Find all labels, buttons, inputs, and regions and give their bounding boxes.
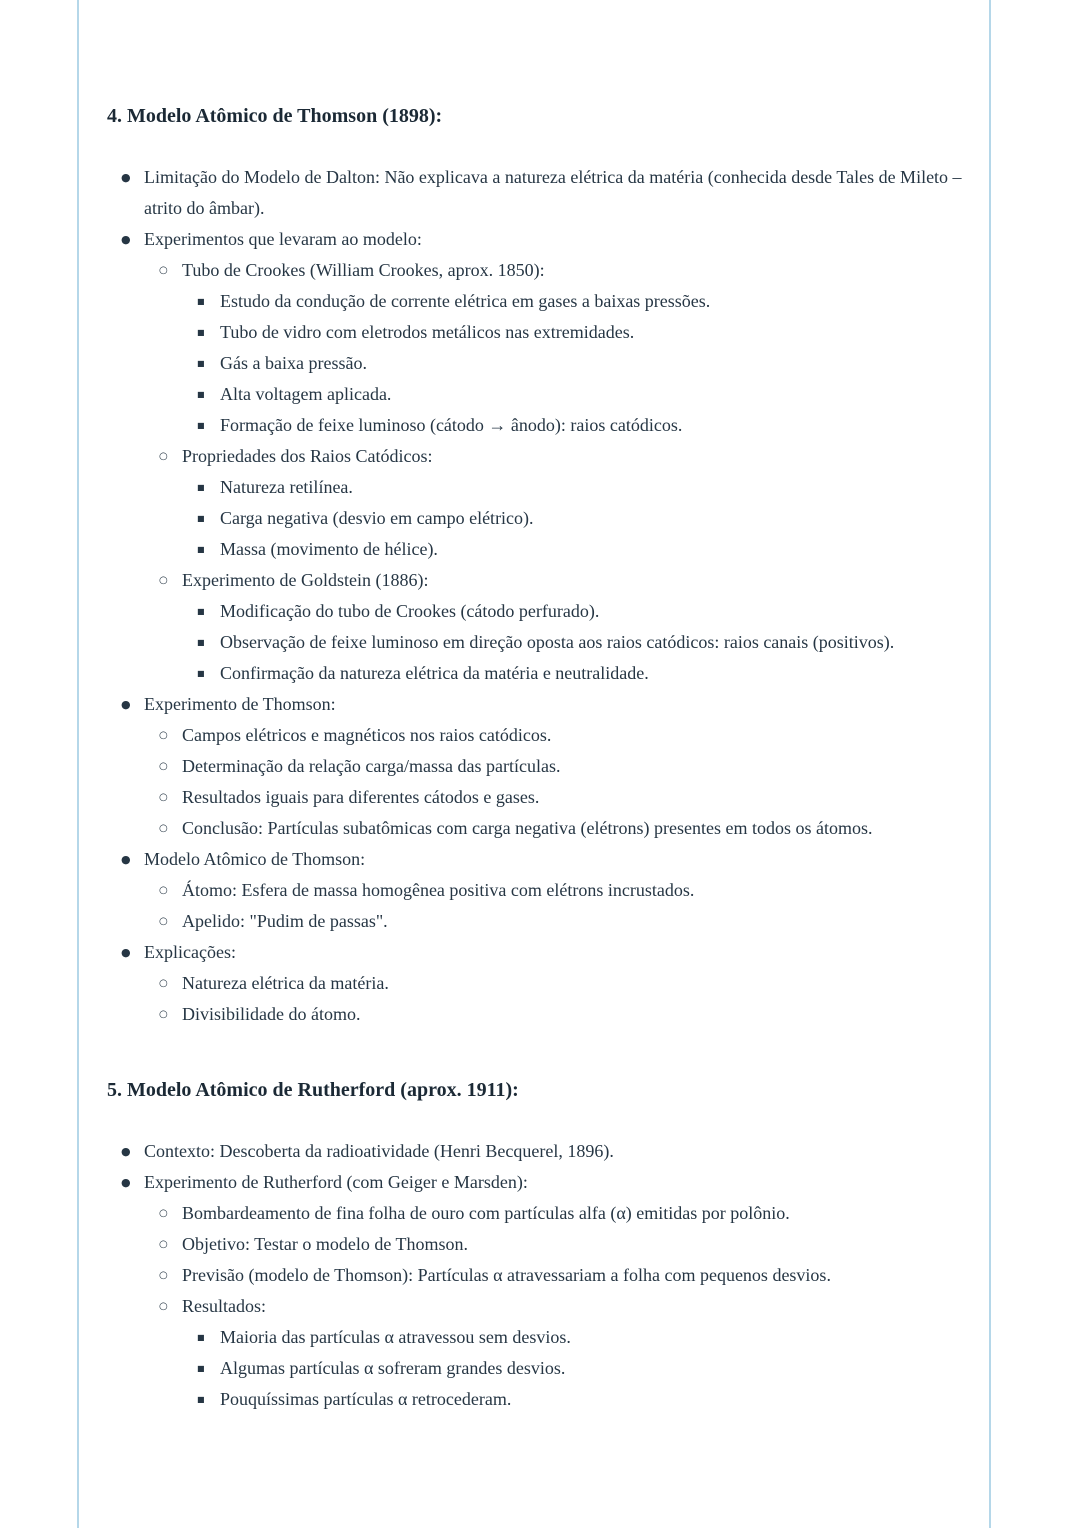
bullet-marker-icon: ■ [197, 638, 205, 647]
section-thomson [107, 102, 967, 1030]
bullet-marker-icon: ■ [197, 359, 205, 368]
bullet-marker-icon: ● [121, 698, 131, 711]
bullet-marker-icon: ○ [159, 575, 168, 586]
list-item-text: Natureza retilínea. [220, 477, 353, 497]
list-item-text: Resultados: [182, 1296, 266, 1316]
list-item [107, 410, 967, 441]
list-item [107, 317, 967, 348]
list-item-text: Natureza elétrica da matéria. [182, 973, 389, 993]
list-item [107, 1384, 967, 1415]
list-item [107, 720, 967, 751]
list-item-text: Propriedades dos Raios Catódicos: [182, 446, 433, 466]
list-item [107, 937, 967, 968]
bullet-marker-icon: ○ [159, 1208, 168, 1219]
list-item [107, 875, 967, 906]
list-item-text: Pouquíssimas partículas α retrocederam. [220, 1389, 512, 1409]
list-item [107, 1167, 967, 1198]
bullet-marker-icon: ■ [197, 421, 205, 430]
list-item [107, 968, 967, 999]
bullet-marker-icon: ● [121, 853, 131, 866]
list-item-text: Algumas partículas α sofreram grandes desvios. [220, 1358, 566, 1378]
list-item-text: Determinação da relação carga/massa das partículas. [182, 756, 561, 776]
bullet-marker-icon: ■ [197, 1364, 205, 1373]
list-item-text: Confirmação da natureza elétrica da matéria e neutralidade. [220, 663, 649, 683]
bullet-marker-icon: ■ [197, 669, 205, 678]
bullet-marker-icon: ● [121, 946, 131, 959]
list-item-text: Estudo da condução de corrente elétrica em gases a baixas pressões. [220, 291, 711, 311]
list-item [107, 813, 967, 844]
bullet-marker-icon: ○ [159, 1301, 168, 1312]
list-item-text: Modelo Atômico de Thomson: [144, 849, 366, 869]
bullet-marker-icon: ○ [159, 730, 168, 741]
list-item-text: Modificação do tubo de Crookes (cátodo perfurado). [220, 601, 600, 621]
page-content [107, 102, 967, 1415]
bullet-marker-icon: ● [121, 171, 131, 184]
bullet-marker-icon: ○ [159, 265, 168, 276]
bullet-marker-icon: ■ [197, 1333, 205, 1342]
list-item [107, 1229, 967, 1260]
bullet-marker-icon: ■ [197, 1395, 205, 1404]
bullet-marker-icon: ○ [159, 885, 168, 896]
list-item [107, 534, 967, 565]
bullet-marker-icon: ■ [197, 514, 205, 523]
list-item-text: Contexto: Descoberta da radioatividade (Henri Becquerel, 1896). [144, 1141, 614, 1161]
list-item [107, 1353, 967, 1384]
list-item [107, 441, 967, 472]
list-item [107, 565, 967, 596]
list-item [107, 596, 967, 627]
list-item [107, 255, 967, 286]
list-item-text: Experimento de Thomson: [144, 694, 336, 714]
bullet-marker-icon: ○ [159, 792, 168, 803]
list-item-text: Explicações: [144, 942, 236, 962]
list-item-text: Formação de feixe luminoso (cátodo → ânodo): raios catódicos. [220, 415, 683, 435]
list-item [107, 472, 967, 503]
list-item [107, 999, 967, 1030]
section-list [107, 162, 967, 1030]
list-item-text: Resultados iguais para diferentes cátodos e gases. [182, 787, 540, 807]
list-item-text: Alta voltagem aplicada. [220, 384, 392, 404]
list-item-text: Experimentos que levaram ao modelo: [144, 229, 422, 249]
list-item [107, 379, 967, 410]
list-item-text: Carga negativa (desvio em campo elétrico). [220, 508, 534, 528]
section-heading: 5. Modelo Atômico de Rutherford (aprox. 1911): [107, 1079, 519, 1101]
bullet-marker-icon: ■ [197, 328, 205, 337]
list-item [107, 782, 967, 813]
list-item-text: Previsão (modelo de Thomson): Partículas α atravessariam a folha com pequenos desvios. [182, 1265, 831, 1285]
section-rutherford [107, 1076, 967, 1415]
bullet-marker-icon: ■ [197, 390, 205, 399]
list-item-text: Gás a baixa pressão. [220, 353, 367, 373]
list-item [107, 286, 967, 317]
list-item [107, 844, 967, 875]
list-item [107, 658, 967, 689]
list-item-text: Conclusão: Partículas subatômicas com carga negativa (elétrons) presentes em todos os átomos. [182, 818, 873, 838]
bullet-marker-icon: ○ [159, 451, 168, 462]
bullet-marker-icon: ○ [159, 916, 168, 927]
list-item-text: Limitação do Modelo de Dalton: Não explicava a natureza elétrica da matéria (conhecida desde Tales de Mileto – atrito do âmbar). [144, 167, 962, 218]
list-item-text: Maioria das partículas α atravessou sem desvios. [220, 1327, 571, 1347]
list-item-text: Observação de feixe luminoso em direção oposta aos raios catódicos: raios canais (positivos). [220, 632, 895, 652]
list-item-text: Bombardeamento de fina folha de ouro com partículas alfa (α) emitidas por polônio. [182, 1203, 790, 1223]
list-item [107, 627, 967, 658]
bullet-marker-icon: ■ [197, 297, 205, 306]
bullet-marker-icon: ○ [159, 1239, 168, 1250]
list-item-text: Apelido: "Pudim de passas". [182, 911, 388, 931]
list-item-text: Experimento de Goldstein (1886): [182, 570, 429, 590]
list-item-text: Campos elétricos e magnéticos nos raios catódicos. [182, 725, 552, 745]
bullet-marker-icon: ○ [159, 761, 168, 772]
list-item [107, 503, 967, 534]
list-item [107, 751, 967, 782]
bullet-marker-icon: ○ [159, 978, 168, 989]
list-item [107, 1136, 967, 1167]
list-item-text: Tubo de vidro com eletrodos metálicos nas extremidades. [220, 322, 635, 342]
list-item [107, 348, 967, 379]
bullet-marker-icon: ● [121, 1145, 131, 1158]
list-item [107, 906, 967, 937]
section-heading: 4. Modelo Atômico de Thomson (1898): [107, 105, 443, 127]
section-list [107, 1136, 967, 1415]
list-item-text: Tubo de Crookes (William Crookes, aprox. 1850): [182, 260, 545, 280]
list-item [107, 689, 967, 720]
list-item [107, 224, 967, 255]
list-item [107, 1322, 967, 1353]
bullet-marker-icon: ■ [197, 545, 205, 554]
list-item-text: Massa (movimento de hélice). [220, 539, 438, 559]
list-item-text: Átomo: Esfera de massa homogênea positiva com elétrons incrustados. [182, 880, 695, 900]
list-item [107, 1260, 967, 1291]
bullet-marker-icon: ■ [197, 607, 205, 616]
bullet-marker-icon: ● [121, 233, 131, 246]
page-border-left [77, 0, 79, 1528]
bullet-marker-icon: ○ [159, 823, 168, 834]
list-item-text: Divisibilidade do átomo. [182, 1004, 361, 1024]
bullet-marker-icon: ● [121, 1176, 131, 1189]
list-item [107, 162, 967, 224]
bullet-marker-icon: ○ [159, 1009, 168, 1020]
list-item [107, 1291, 967, 1322]
bullet-marker-icon: ■ [197, 483, 205, 492]
page-border-right [989, 0, 991, 1528]
bullet-marker-icon: ○ [159, 1270, 168, 1281]
list-item-text: Experimento de Rutherford (com Geiger e Marsden): [144, 1172, 528, 1192]
list-item [107, 1198, 967, 1229]
list-item-text: Objetivo: Testar o modelo de Thomson. [182, 1234, 469, 1254]
